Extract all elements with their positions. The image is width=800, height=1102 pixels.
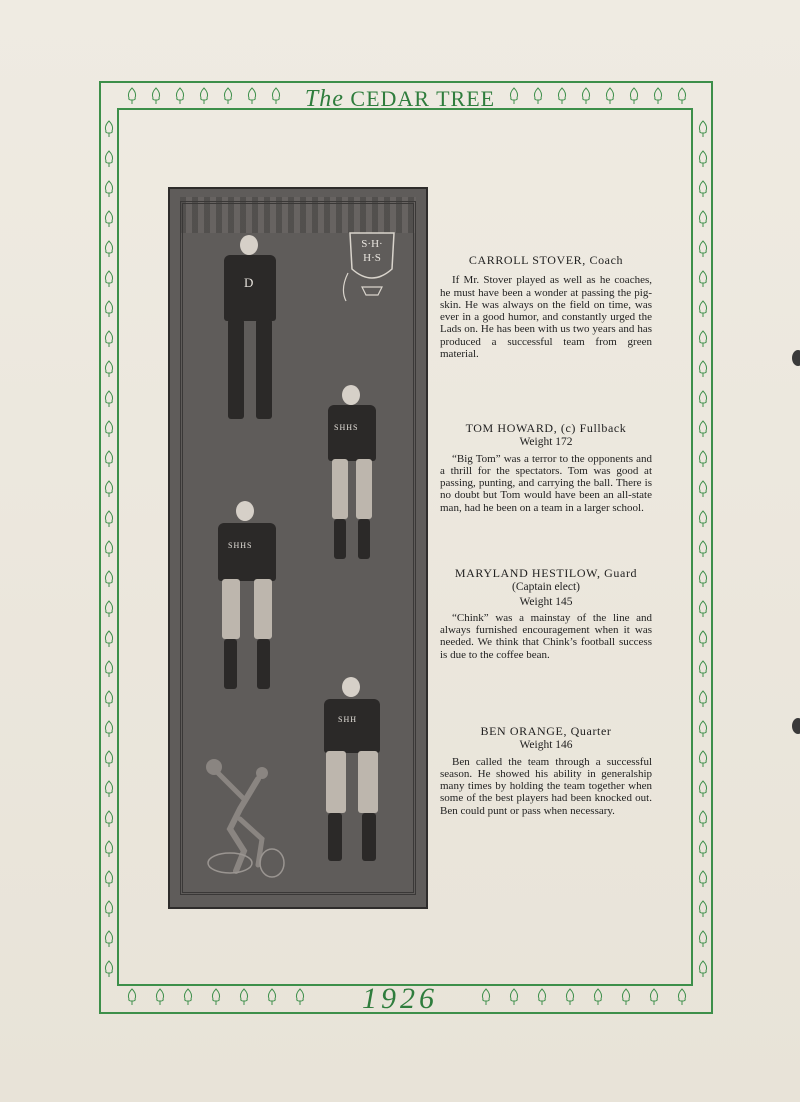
bio-tom-howard [440, 422, 652, 514]
cedar-tree-icon [697, 780, 709, 798]
cedar-tree-icon [697, 600, 709, 618]
bio-maryland-hestilow-weight: Weight 145 [519, 595, 573, 608]
cedar-tree-icon [697, 480, 709, 498]
coach-figure [206, 235, 296, 435]
cedar-tree-icon [697, 750, 709, 768]
page-header [290, 86, 510, 112]
cedar-tree-icon [103, 630, 115, 648]
cedar-tree-icon [697, 570, 709, 588]
jersey-letters-player3: SHH [338, 715, 358, 724]
bio-maryland-hestilow-text: “Chink” was a mainstay of the line and always furnished encouragement when it was needed. We think that Chink’s football success is due to the coffee bean. [440, 611, 652, 661]
bio-coach-text: If Mr. Stover played as well as he coaches, he must have been a wonder at passing the pig-skin. He was always on the field on time, was ever in a good humor, and constantly urged the Lads on. He has been with us two years and has produced a successful team from green material. [440, 274, 652, 361]
header-title-text: CEDAR TREE [350, 86, 496, 111]
binder-hole-top [792, 350, 800, 366]
cedar-tree-icon [697, 330, 709, 348]
cedar-tree-icon [697, 540, 709, 558]
bio-coach-name: CARROLL STOVER, Coach [468, 253, 624, 267]
cedar-tree-icon [480, 988, 492, 1006]
cedar-tree-icon [697, 150, 709, 168]
cedar-tree-icon [508, 87, 520, 105]
bio-maryland-hestilow-name: MARYLAND HESTILOW, Guard [454, 566, 638, 580]
cedar-tree-icon [103, 840, 115, 858]
jersey-letters-player2: SHHS [228, 541, 253, 550]
cedar-tree-icon [222, 87, 234, 105]
bio-tom-howard-name: TOM HOWARD, (c) Fullback [465, 421, 627, 435]
cedar-tree-icon [697, 900, 709, 918]
cedar-tree-icon [238, 988, 250, 1006]
bio-tom-howard-weight: Weight 172 [519, 436, 573, 449]
cedar-tree-icon [103, 540, 115, 558]
cedar-tree-icon [697, 930, 709, 948]
footer-year: 1926 [362, 982, 438, 1015]
cedar-tree-icon [103, 750, 115, 768]
cedar-tree-icon [126, 988, 138, 1006]
jersey-letters-player1: SHHS [334, 423, 359, 432]
cedar-tree-icon [246, 87, 258, 105]
player-maryland-hestilow [202, 501, 292, 701]
cedar-tree-icon [103, 900, 115, 918]
cedar-tree-icon [103, 960, 115, 978]
cedar-tree-icon [697, 720, 709, 738]
cedar-tree-icon [697, 450, 709, 468]
cedar-tree-icon [103, 180, 115, 198]
cedar-tree-icon [697, 210, 709, 228]
cedar-tree-icon [628, 87, 640, 105]
cedar-tree-icon [103, 480, 115, 498]
cedar-tree-icon [103, 570, 115, 588]
cedar-tree-icon [697, 180, 709, 198]
bio-ben-orange-name: BEN ORANGE, Quarter [480, 724, 612, 738]
bio-ben-orange-text: Ben called the team through a successful season. He showed his ability in generalship many times by holding the team together when some of the best players had been knocked out. Ben could punt or pass when necessary. [440, 755, 652, 817]
bio-maryland-hestilow-captain: (Captain elect) [511, 581, 580, 594]
cedar-tree-icon [676, 87, 688, 105]
crest-text: S·H· H·S [361, 238, 383, 264]
cedar-tree-icon [198, 87, 210, 105]
shhs-crest [342, 229, 402, 309]
cedar-tree-icon [697, 420, 709, 438]
cedar-tree-icon [604, 87, 616, 105]
cedar-tree-icon [154, 988, 166, 1006]
cedar-tree-icon [556, 87, 568, 105]
bio-ben-orange-weight: Weight 146 [519, 739, 573, 752]
cedar-tree-icon [103, 330, 115, 348]
cedar-tree-icon [103, 360, 115, 378]
player-tom-howard [312, 385, 392, 565]
cedar-tree-icon [103, 150, 115, 168]
cedar-tree-icon [103, 420, 115, 438]
cedar-tree-icon [103, 600, 115, 618]
cedar-tree-icon [676, 988, 688, 1006]
cedar-tree-icon [103, 510, 115, 528]
cedar-tree-icon [648, 988, 660, 1006]
cedar-tree-icon [697, 810, 709, 828]
bio-coach [440, 254, 652, 360]
cedar-tree-icon [697, 660, 709, 678]
cedar-tree-icon [536, 988, 548, 1006]
bio-ben-orange [440, 725, 652, 817]
cedar-tree-icon [174, 87, 186, 105]
header-the: The [304, 86, 344, 112]
cedar-tree-icon [103, 780, 115, 798]
team-photo-collage [168, 187, 428, 909]
cedar-tree-icon [697, 510, 709, 528]
bio-maryland-hestilow [440, 567, 652, 661]
cedar-tree-icon [697, 840, 709, 858]
cedar-tree-icon [697, 390, 709, 408]
cedar-tree-icon [182, 988, 194, 1006]
cedar-tree-icon [103, 930, 115, 948]
cedar-tree-icon [270, 87, 282, 105]
cedar-tree-icon [126, 87, 138, 105]
cedar-tree-icon [592, 988, 604, 1006]
discus-thrower-statue [200, 759, 290, 879]
player-ben-orange [308, 677, 398, 873]
cedar-tree-icon [103, 810, 115, 828]
cedar-tree-icon [697, 360, 709, 378]
cedar-tree-icon [697, 960, 709, 978]
binder-hole-bottom [792, 718, 800, 734]
cedar-tree-icon [103, 390, 115, 408]
bio-tom-howard-text: “Big Tom” was a terror to the opponents and a thrill for the spectators. Tom was good at passing, punting, and carrying the ball. There is no doubt but Tom would have been an all-state man, had he been on a team in a larger school. [440, 452, 652, 514]
cedar-tree-icon [103, 660, 115, 678]
cedar-tree-icon [103, 720, 115, 738]
cedar-tree-icon [697, 300, 709, 318]
cedar-tree-icon [697, 630, 709, 648]
cedar-tree-icon [697, 240, 709, 258]
cedar-tree-icon [266, 988, 278, 1006]
cedar-tree-icon [103, 870, 115, 888]
cedar-tree-icon [150, 87, 162, 105]
cedar-tree-icon [620, 988, 632, 1006]
jersey-letter-coach: D [244, 275, 255, 290]
cedar-tree-icon [103, 450, 115, 468]
cedar-tree-icon [697, 270, 709, 288]
cedar-tree-icon [697, 120, 709, 138]
cedar-tree-icon [580, 87, 592, 105]
cedar-tree-icon [697, 870, 709, 888]
cedar-tree-icon [210, 988, 222, 1006]
cedar-tree-icon [697, 690, 709, 708]
cedar-tree-icon [564, 988, 576, 1006]
cedar-tree-icon [103, 240, 115, 258]
cedar-tree-icon [103, 690, 115, 708]
cedar-tree-icon [508, 988, 520, 1006]
cedar-tree-icon [103, 210, 115, 228]
cedar-tree-icon [652, 87, 664, 105]
cedar-tree-icon [103, 120, 115, 138]
cedar-tree-icon [103, 300, 115, 318]
cedar-tree-icon [532, 87, 544, 105]
cedar-tree-icon [294, 988, 306, 1006]
cedar-tree-icon [103, 270, 115, 288]
